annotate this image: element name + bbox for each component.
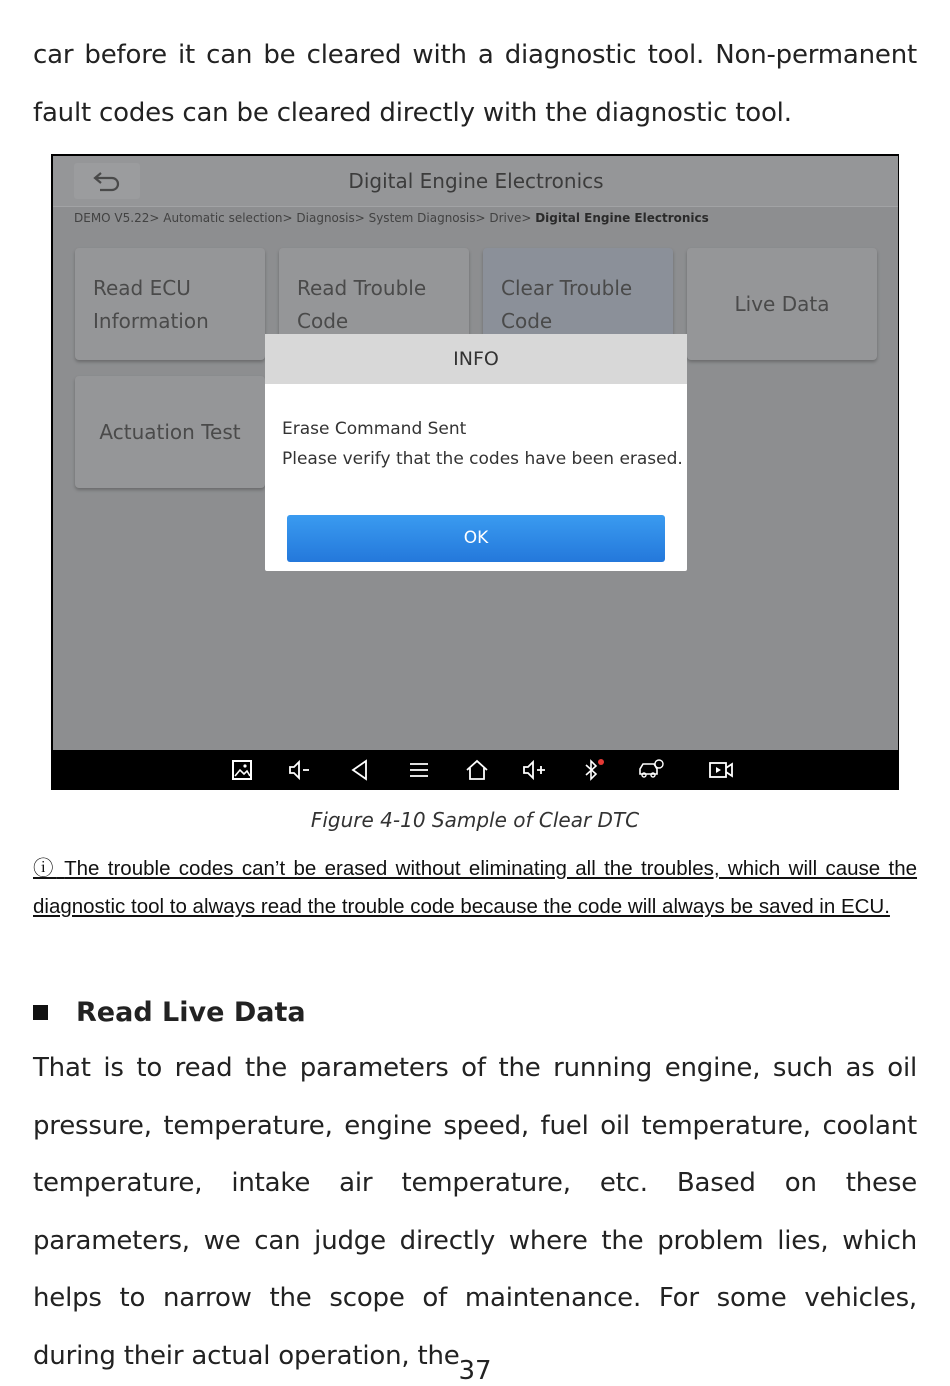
note-text: The trouble codes can’t be erased without eliminating all the troubles, which will cause the diagnostic tool to always read the trouble code because the code will always be saved in ECU.: [33, 857, 918, 918]
dialog-title: INFO: [265, 334, 687, 384]
actuation-test-button[interactable]: [75, 376, 265, 488]
read-ecu-information-button[interactable]: [75, 248, 265, 360]
intro-paragraph: car before it can be cleared with a diagnostic tool. Non-permanent fault codes can be cleared directly with the diagnostic tool.: [33, 40, 917, 128]
live-data-paragraph: That is to read the parameters of the running engine, such as oil pressure, temperature, engine speed, fuel oil temperature, coolant temperature, intake air temperature, etc. Based on these parameters, we can judge directly where the problem lies, which helps to narrow the scope of maintenance. For some vehicles, during their actual operation, the: [33, 1053, 917, 1371]
clear-trouble-code-label: Clear Trouble Code: [501, 276, 633, 333]
live-data-label: Live Data: [734, 291, 830, 316]
app-header: [53, 156, 899, 207]
screenshot-icon[interactable]: [228, 756, 256, 784]
square-bullet-icon: [33, 1005, 48, 1020]
vci-car-icon[interactable]: [637, 756, 665, 784]
info-dialog: [265, 334, 687, 571]
ok-button[interactable]: OK: [287, 515, 665, 562]
read-ecu-information-label: Read ECU Information: [93, 276, 209, 333]
breadcrumb: [74, 211, 709, 225]
back-button[interactable]: [74, 163, 140, 199]
section-title: Read Live Data: [76, 996, 306, 1028]
menu-icon[interactable]: [405, 756, 433, 784]
back-icon[interactable]: [346, 756, 374, 784]
dialog-line-2: Please verify that the codes have been erased.: [282, 449, 683, 469]
dialog-message: [282, 414, 683, 474]
android-navbar: [52, 751, 898, 789]
breadcrumb-path: DEMO V5.22> Automatic selection> Diagnosis> System Diagnosis> Drive>: [74, 211, 536, 225]
section-heading: [33, 990, 306, 1034]
screen-record-icon[interactable]: [707, 756, 735, 784]
back-arrow-icon: [92, 170, 122, 192]
info-icon: ⓘ: [33, 857, 57, 880]
device-screenshot: [51, 154, 899, 790]
volume-down-icon[interactable]: [286, 756, 314, 784]
figure-caption: Figure 4-10 Sample of Clear DTC: [310, 808, 640, 832]
bluetooth-icon[interactable]: [578, 756, 606, 784]
page-number: 37: [458, 1356, 492, 1386]
note-paragraph: [33, 850, 917, 926]
home-icon[interactable]: [463, 756, 491, 784]
volume-up-icon[interactable]: [521, 756, 549, 784]
breadcrumb-current: Digital Engine Electronics: [535, 211, 709, 225]
app-screen: [53, 156, 899, 750]
read-trouble-code-label: Read Trouble Code: [297, 276, 427, 333]
live-data-button[interactable]: [687, 248, 877, 360]
actuation-test-label: Actuation Test: [99, 419, 241, 444]
app-title: Digital Engine Electronics: [348, 169, 604, 193]
dialog-line-1: Erase Command Sent: [282, 419, 467, 439]
